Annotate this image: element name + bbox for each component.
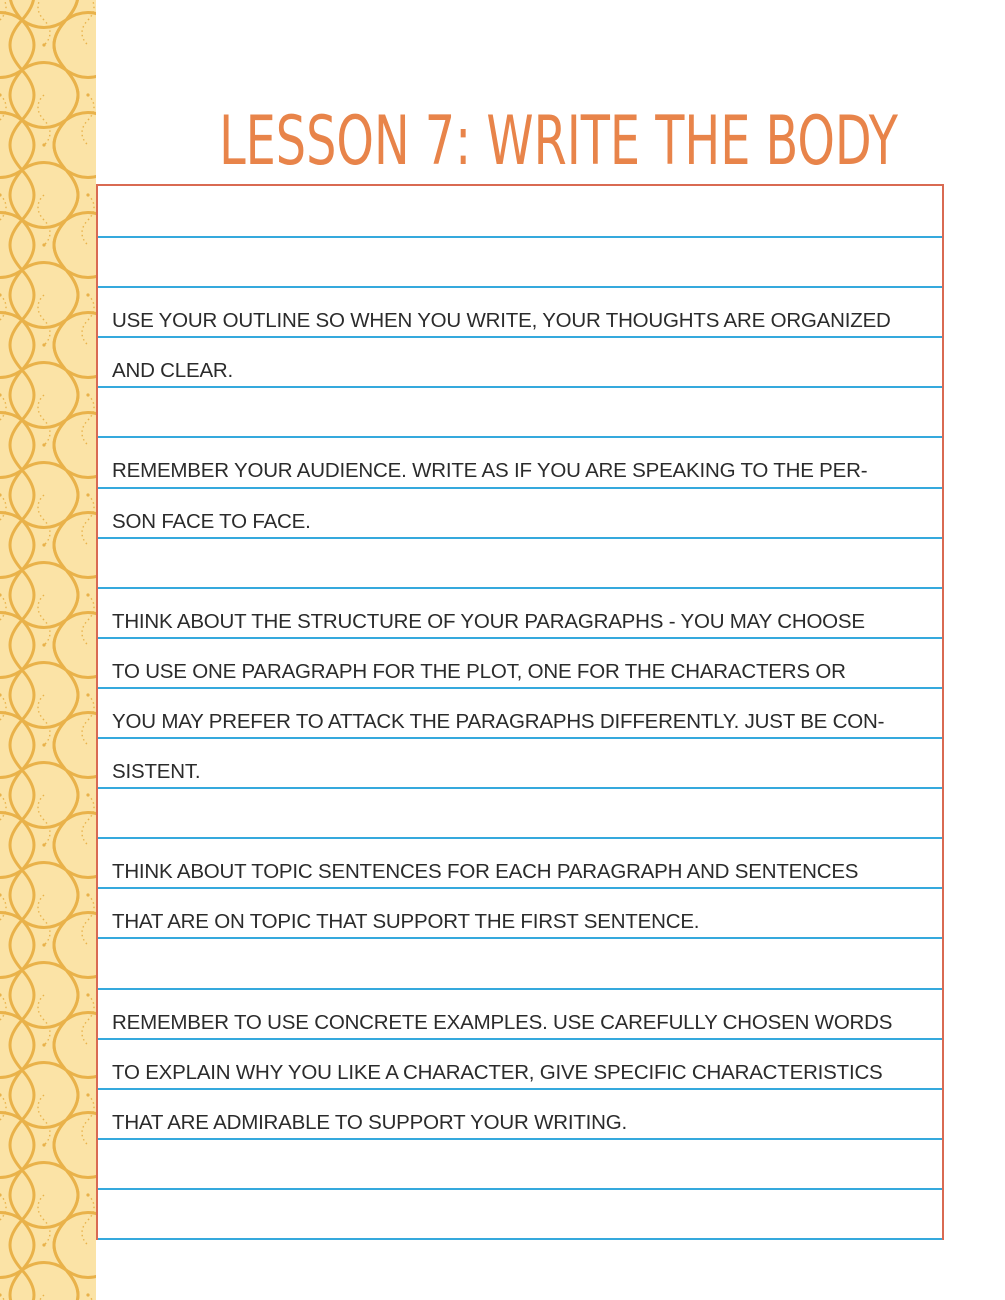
text-line: USE YOUR OUTLINE SO WHEN YOU WRITE, YOUR THOUGHTS ARE ORGANIZED (112, 309, 891, 333)
ruled-line (98, 937, 942, 939)
ruled-line (98, 1138, 942, 1140)
ruled-line (98, 587, 942, 589)
text-line: THAT ARE ON TOPIC THAT SUPPORT THE FIRST SENTENCE. (112, 910, 700, 934)
ruled-line (98, 887, 942, 889)
text-line (112, 1158, 942, 1188)
ruled-line (98, 537, 942, 539)
text-line: REMEMBER TO USE CONCRETE EXAMPLES. USE CAREFULLY CHOSEN WORDS (112, 1010, 893, 1034)
ruled-line (98, 336, 942, 338)
text-line: THINK ABOUT TOPIC SENTENCES FOR EACH PARAGRAPH AND SENTENCES (112, 860, 859, 884)
text-line: THAT ARE ADMIRABLE TO SUPPORT YOUR WRITING. (112, 1110, 628, 1134)
text-line (112, 957, 942, 987)
ruled-line (98, 286, 942, 288)
ruled-line (98, 637, 942, 639)
ruled-line (98, 837, 942, 839)
decorative-sidebar (0, 0, 96, 1300)
text-line: REMEMBER YOUR AUDIENCE. WRITE AS IF YOU ARE SPEAKING TO THE PER- (112, 459, 868, 483)
text-line (112, 406, 942, 436)
ruled-line (98, 787, 942, 789)
text-line: AND CLEAR. (112, 359, 234, 383)
ruled-line (98, 436, 942, 438)
text-line: SISTENT. (112, 760, 201, 783)
text-line: TO EXPLAIN WHY YOU LIKE A CHARACTER, GIVE SPECIFIC CHARACTERISTICS (112, 1060, 883, 1084)
ruled-line (98, 1088, 942, 1090)
ruled-line (98, 1038, 942, 1040)
page-title: LESSON 7: WRITE THE BODY (219, 102, 898, 181)
text-line: YOU MAY PREFER TO ATTACK THE PARAGRAPHS DIFFERENTLY. JUST BE CON- (112, 709, 885, 733)
text-line (112, 256, 942, 286)
lattice-pattern-icon (0, 0, 96, 1300)
text-line (112, 1208, 942, 1238)
ruled-line (98, 737, 942, 739)
ruled-line (98, 236, 942, 238)
lined-paper (96, 184, 944, 1240)
text-line (112, 557, 942, 587)
text-line: SON FACE TO FACE. (112, 509, 311, 533)
ruled-line (98, 988, 942, 990)
text-line: THINK ABOUT THE STRUCTURE OF YOUR PARAGRAPHS - YOU MAY CHOOSE (112, 609, 865, 633)
text-line: TO USE ONE PARAGRAPH FOR THE PLOT, ONE FOR THE CHARACTERS OR (112, 659, 846, 683)
ruled-line (98, 487, 942, 489)
ruled-line (98, 1188, 942, 1190)
text-line (112, 1258, 942, 1288)
ruled-line (98, 687, 942, 689)
ruled-line (98, 1238, 942, 1240)
ruled-line (98, 386, 942, 388)
text-line (112, 807, 942, 837)
